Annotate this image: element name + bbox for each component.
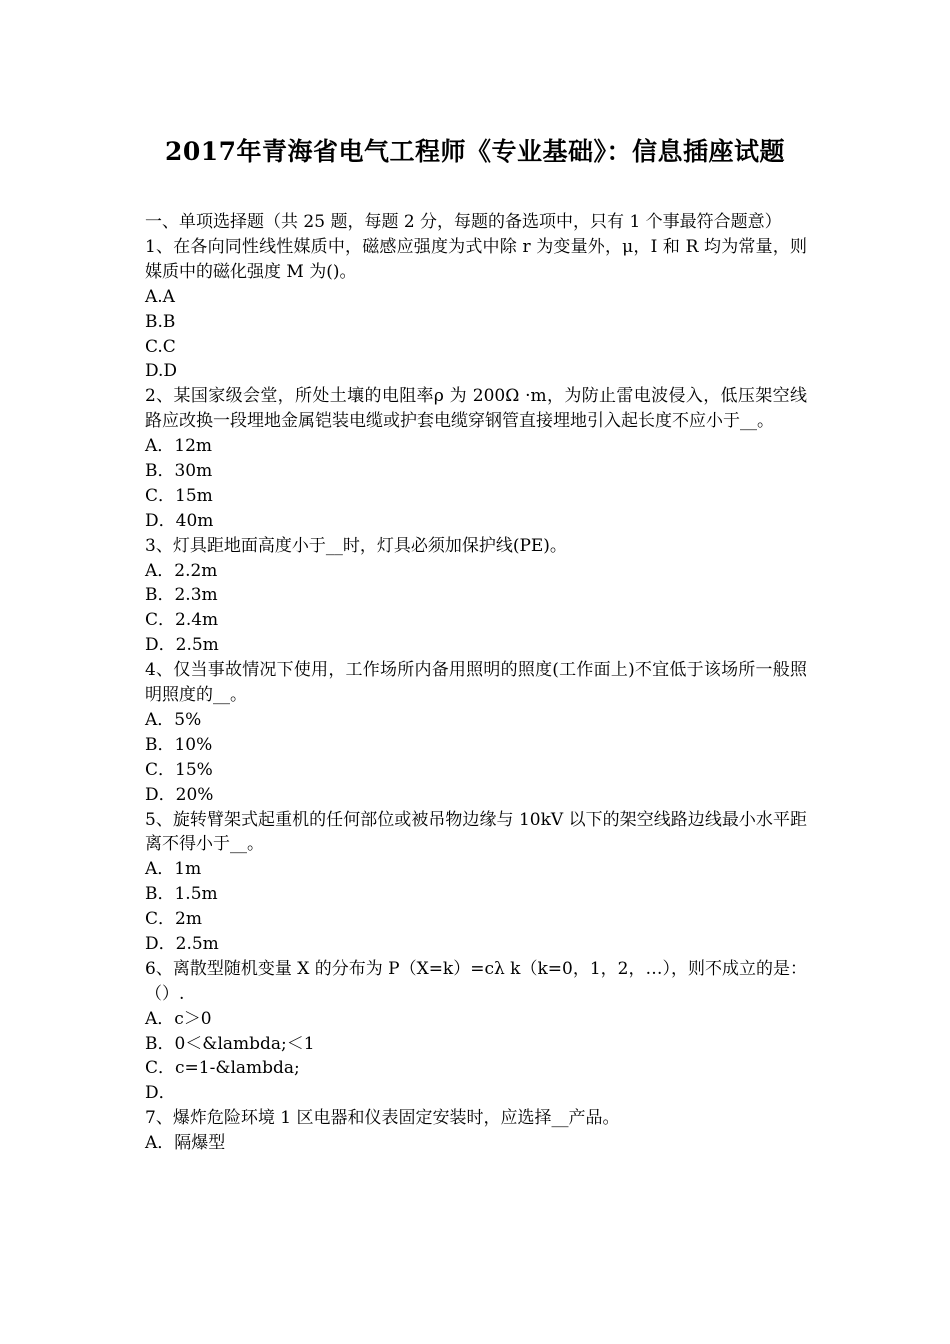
question-6 (145, 957, 807, 1106)
option-a: A．2.2m (145, 560, 218, 581)
question-stem: 2、某国家级会堂，所处土壤的电阻率ρ 为 200Ω ·m，为防止雷电波侵入，低压架空线路应改换一段埋地金属铠装电缆或护套电缆穿钢管直接埋地引入起长度不应小于__。 (145, 386, 807, 432)
option-a: A．1m (145, 859, 202, 880)
question-1 (145, 235, 807, 384)
option-d: D．20% (145, 784, 214, 805)
question-stem: 1、在各向同性线性媒质中，磁感应强度为式中除 r 为变量外，μ，I 和 R 均为常量，则媒质中的磁化强度 M 为()。 (145, 236, 807, 282)
option-b: B．2.3m (145, 585, 218, 606)
question-stem: 5、旋转臂架式起重机的任何部位或被吊物边缘与 10kV 以下的架空线路边线最小水平距离不得小于__。 (145, 809, 807, 855)
option-c: C．2.4m (145, 610, 219, 631)
document-title: 2017年青海省电气工程师《专业基础》：信息插座试题 (164, 137, 786, 166)
option-d: D．2.5m (145, 635, 219, 656)
option-b: B.B (145, 311, 176, 332)
question-5 (145, 808, 807, 957)
option-a: A．c＞0 (145, 1008, 212, 1029)
option-a: A.A (145, 286, 175, 307)
option-d: D． (145, 1083, 176, 1104)
question-stem: 6、离散型随机变量 X 的分布为 P（X=k）=cλ k（k=0，1，2，…），则不成立的是：（）. (145, 958, 807, 1004)
option-c: C．15% (145, 759, 213, 780)
document-body (145, 210, 807, 1156)
section-heading: 一、单项选择题（共 25 题，每题 2 分，每题的备选项中，只有 1 个事最符合题意） (145, 212, 782, 232)
option-a: A．12m (145, 436, 213, 457)
option-b: B．10% (145, 734, 213, 755)
option-b: B．0＜&lambda;＜1 (145, 1033, 315, 1054)
question-3 (145, 534, 807, 658)
question-4 (145, 658, 807, 807)
option-d: D.D (145, 361, 178, 382)
option-a: A．5% (145, 709, 202, 730)
option-c: C．15m (145, 485, 213, 506)
question-stem: 7、爆炸危险环境 1 区电器和仪表固定安装时，应选择__产品。 (145, 1108, 620, 1129)
question-7 (145, 1106, 807, 1156)
option-c: C.C (145, 336, 176, 357)
option-a: A．隔爆型 (145, 1133, 226, 1154)
option-d: D．40m (145, 510, 214, 531)
option-b: B．30m (145, 460, 213, 481)
option-d: D．2.5m (145, 933, 219, 954)
option-c: C．2m (145, 909, 202, 930)
question-stem: 4、仅当事故情况下使用，工作场所内备用照明的照度(工作面上)不宜低于该场所一般照明照度的__。 (145, 660, 807, 706)
question-stem: 3、灯具距地面高度小于__时，灯具必须加保护线(PE)。 (145, 535, 567, 556)
option-c: C．c=1-&lambda; (145, 1058, 300, 1079)
option-b: B．1.5m (145, 884, 218, 905)
question-2 (145, 384, 807, 533)
